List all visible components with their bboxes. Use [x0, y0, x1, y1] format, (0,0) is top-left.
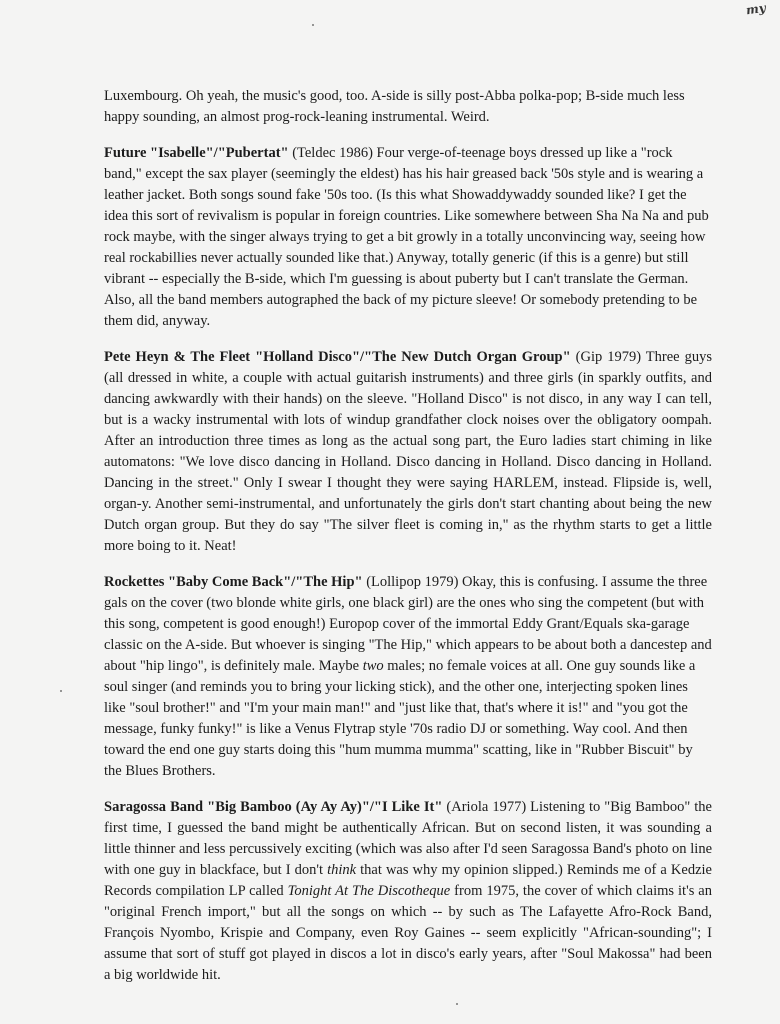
review-text: (Gip 1979) Three guys (all dressed in white, a couple with actual guitarish instruments) and three girls (in sparkly outfits, and dancing awkwardly with their hands) on the sleeve. "Holland Disco" is not disco, in any way I can tell, but is a wacky instrumental with lots of windup grandfather clock noises over the obligatory oompah. After an introduction three times as long as the actual song part, the Euro ladies start chiming in like automatons: "We love disco dancing in Holland. Disco dancing in Holland. Disco dancing in Holland. Dancing in the street." Only I swear I thought they were saying HARLEM, instead. Flipside is, well, organ-y. Another semi-instrumental, and unfortunately the girls don't start chanting about being the new Dutch organ group. But they do say "The silver fleet is coming in," as the rhythm starts to get a little more boing to it. Neat! — [104, 349, 712, 554]
document-page — [104, 86, 712, 1001]
review-text: males; no female voices at all. One guy sounds like a soul singer (and reminds you to bring your licking stick), and the other one, interjecting spoken lines like "soul brother!" and "I'm your main man!" and "just like that, that's where it is!" and "you got the message, funky funky!" is like a Venus Flytrap style '70s radio DJ or something. Way cool. And then toward the end one guy starts doing this "hum mumma mumma" scatting, like in "Rubber Biscuit" by the Blues Brothers. — [104, 658, 696, 779]
scan-speck — [60, 690, 62, 692]
review-text: (Teldec 1986) Four verge-of-teenage boys dressed up like a "rock band," except the sax player (seemingly the eldest) has his hair greased back '50s style and is wearing a leather jacket. Both songs sound fake '50s too. (Is this what Showaddywaddy sounded like? I get the idea this sort of revivalism is popular in foreign countries. Like somewhere between Sha Na Na and pub rock maybe, with the singer always trying to get a bit growly in a totally unconvincing way, seeing how real rockabillies never actually sounded like that.) Anyway, totally generic (if this is a genre) but still vibrant -- especially the B-side, which I'm guessing is about puberty but I can't translate the German. Also, all the band members autographed the back of my picture sleeve! Or somebody pretending to be them did, anyway. — [104, 145, 709, 329]
review-future — [104, 143, 712, 332]
paragraph-text: Luxembourg. Oh yeah, the music's good, too. A-side is silly post-Abba polka-pop; B-side much less happy sounding, an almost prog-rock-leaning instrumental. Weird. — [104, 88, 685, 125]
review-saragossa — [104, 797, 712, 986]
review-heading: Saragossa Band "Big Bamboo (Ay Ay Ay)"/"I Like It" — [104, 799, 443, 815]
review-emphasis: Tonight At The Discotheque — [287, 883, 451, 899]
review-rockettes — [104, 572, 712, 782]
review-emphasis: think — [327, 862, 357, 878]
review-heading: Pete Heyn & The Fleet "Holland Disco"/"The New Dutch Organ Group" — [104, 349, 571, 365]
review-emphasis: two — [362, 658, 384, 674]
review-heading: Future "Isabelle"/"Pubertat" — [104, 145, 289, 161]
review-text: (Lollipop 1979) Okay, this is confusing. I assume the three gals on the cover (two blonde white girls, one black girl) are the ones who sing the competent (but with this song, competent is good enough!) Europop cover of the immortal Eddy Grant/Equals ska-garage classic on the A-side. But whoever is singing "The Hip," which appears to be about both a dancestep and about "hip lingo", is definitely male. Maybe — [104, 574, 712, 674]
review-text: that was why my opinion slipped.) Reminds me of a Kedzie Records compilation LP called — [104, 862, 712, 899]
scan-speck — [456, 1003, 458, 1005]
scan-speck — [312, 24, 314, 26]
review-text: from 1975, the cover of which claims it's an "original French import," but all the songs on which -- by such as The Lafayette Afro-Rock Band, François Nyombo, Krispie and Company, even Roy Gaines -- seem explicitly "African-sounding"; I assume that sort of stuff got played in discos a lot in disco's early years, after "Soul Makossa" had been a big worldwide hit. — [104, 883, 712, 983]
corner-initials-mark: my — [745, 0, 767, 18]
review-text: (Ariola 1977) Listening to "Big Bamboo" the first time, I guessed the band might be authentically African. But on second listen, it was sounding a little thinner and less percussively exciting (which was also after I'd seen Saragossa Band's photo on line with one guy in blackface, but I don't — [104, 799, 712, 878]
paragraph-luxembourg — [104, 86, 712, 128]
review-pete-heyn — [104, 347, 712, 557]
review-heading: Rockettes "Baby Come Back"/"The Hip" — [104, 574, 363, 590]
